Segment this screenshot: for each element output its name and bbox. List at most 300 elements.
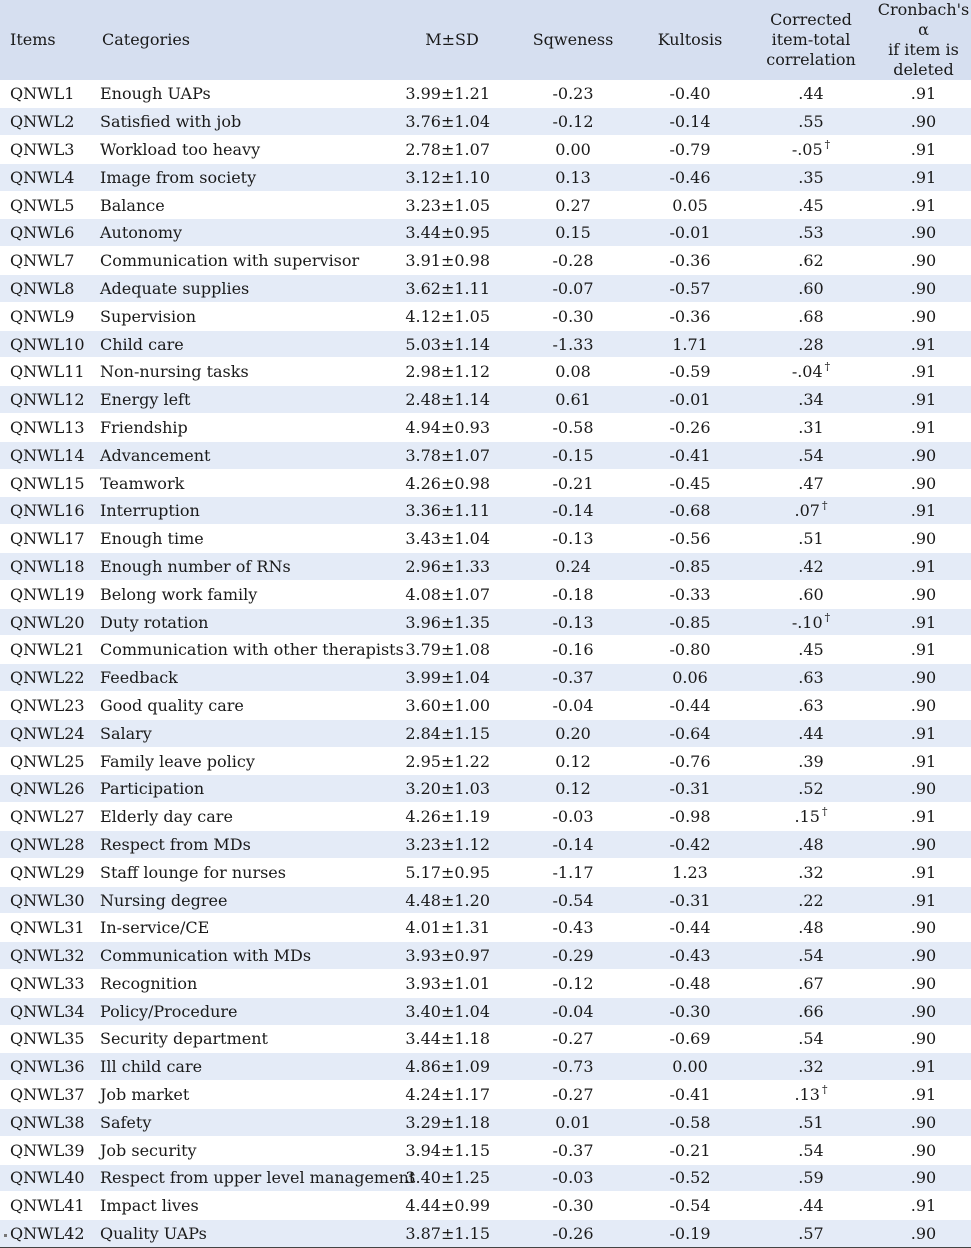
correlation-cell-value: .55 [798,112,824,132]
skewness-cell [512,302,634,330]
kurtosis-cell-value: -0.44 [669,918,711,938]
mean-sd-cell [392,191,512,219]
table-row [0,525,971,553]
correlation-cell-value: .32 [798,1057,824,1077]
mean-sd-cell [392,858,512,886]
correlation-cell-value: .53 [798,223,824,243]
kurtosis-cell-value: -0.56 [669,529,711,549]
item-id-cell [0,1053,92,1081]
skewness-cell-value: -0.15 [552,445,594,465]
header-corrected-line2: item-total [771,30,851,49]
table-row [0,358,971,386]
item-id-cell [0,219,92,247]
item-id-cell [0,831,92,859]
mean-sd-cell [392,386,512,414]
item-id-cell-value: QNWL4 [10,167,75,187]
correlation-cell [746,608,876,636]
alpha-cell-value: .90 [910,1001,937,1021]
kurtosis-cell-value: -0.48 [669,973,711,993]
skewness-cell-value: 0.08 [555,362,591,382]
mean-sd-cell-value: 2.48±1.14 [405,390,490,410]
category-cell [92,970,392,998]
category-cell-value: Communication with supervisor [100,251,360,271]
item-id-cell-value: QNWL9 [10,306,75,326]
table-row [0,1192,971,1220]
correlation-cell [746,1136,876,1164]
category-cell [92,108,392,136]
alpha-cell [876,414,971,442]
skewness-cell [512,358,634,386]
mean-sd-cell [392,1192,512,1220]
category-cell [92,747,392,775]
alpha-cell-value: .90 [910,1112,937,1132]
table-row [0,1025,971,1053]
category-cell-value: Energy left [100,390,191,410]
category-cell [92,608,392,636]
table-row [0,163,971,191]
correlation-cell-value: .44 [798,1196,824,1216]
correlation-cell-value: -.10 [791,612,823,632]
alpha-cell-value: .90 [910,973,937,993]
category-cell-value: Friendship [100,417,188,437]
category-cell-value: Salary [100,723,152,743]
category-cell [92,886,392,914]
alpha-cell-value: .90 [910,473,937,493]
item-id-cell [0,441,92,469]
skewness-cell [512,275,634,303]
skewness-cell-value: 0.15 [555,223,591,243]
correlation-cell-value: .54 [798,1029,824,1049]
alpha-cell-value: .90 [910,223,937,243]
category-cell [92,441,392,469]
alpha-cell [876,275,971,303]
kurtosis-cell [634,469,746,497]
item-id-cell [0,330,92,358]
alpha-cell-value: .90 [910,918,937,938]
table-row [0,414,971,442]
skewness-cell [512,775,634,803]
mean-sd-cell-value: 3.36±1.11 [405,501,490,521]
alpha-cell [876,914,971,942]
correlation-cell [746,1108,876,1136]
item-id-cell [0,608,92,636]
correlation-cell [746,108,876,136]
category-cell-value: Participation [100,779,205,799]
alpha-cell [876,108,971,136]
mean-sd-cell [392,580,512,608]
kurtosis-cell [634,275,746,303]
correlation-cell-value: .62 [798,251,824,271]
mean-sd-cell-value: 3.62±1.11 [405,278,490,298]
item-id-cell-value: QNWL39 [10,1140,85,1160]
skewness-cell [512,80,634,108]
kurtosis-cell [634,942,746,970]
mean-sd-cell-value: 2.96±1.33 [405,556,490,576]
mean-sd-cell [392,942,512,970]
correlation-cell [746,1053,876,1081]
mean-sd-cell-value: 2.84±1.15 [405,723,490,743]
correlation-cell [746,997,876,1025]
mean-sd-cell [392,664,512,692]
mean-sd-cell [392,136,512,164]
alpha-cell-value: .91 [910,1196,937,1216]
category-cell-value: Security department [100,1029,268,1049]
kurtosis-cell-value: 0.05 [672,195,708,215]
item-id-cell-value: QNWL29 [10,862,85,882]
kurtosis-cell-value: -0.31 [669,779,711,799]
kurtosis-cell [634,775,746,803]
item-id-cell-value: QNWL20 [10,612,85,632]
correlation-cell [746,525,876,553]
skewness-cell [512,1108,634,1136]
item-id-cell-value: QNWL15 [10,473,85,493]
correlation-cell-value: .54 [798,1140,824,1160]
mean-sd-cell-value: 3.99±1.04 [405,668,490,688]
category-cell-value: Communication with other therapists [100,640,404,660]
correlation-cell-value: .13 [794,1085,820,1105]
correlation-cell-value: .54 [798,946,824,966]
skewness-cell-value: -0.73 [552,1057,594,1077]
alpha-cell-value: .91 [910,501,937,521]
category-cell-value: Job security [100,1140,197,1160]
table-row [0,386,971,414]
kurtosis-cell-value: -0.58 [669,1112,711,1132]
item-id-cell [0,664,92,692]
item-id-cell-value: QNWL25 [10,751,85,771]
correlation-cell-value: .45 [798,640,824,660]
category-cell-value: Non-nursing tasks [100,362,249,382]
skewness-cell-value: -0.16 [552,640,594,660]
item-id-cell [0,358,92,386]
alpha-cell [876,441,971,469]
mean-sd-cell-value: 3.87±1.15 [405,1224,490,1244]
alpha-cell-value: .91 [910,612,937,632]
mean-sd-cell-value: 4.24±1.17 [405,1085,490,1105]
item-id-cell [0,692,92,720]
item-id-cell [0,414,92,442]
item-id-cell-value: QNWL10 [10,334,85,354]
correlation-cell-value: .60 [798,584,824,604]
alpha-cell-value: .91 [910,390,937,410]
skewness-cell [512,664,634,692]
item-id-cell-value: QNWL42 [10,1224,85,1244]
item-id-cell [0,191,92,219]
skewness-cell [512,191,634,219]
kurtosis-cell [634,108,746,136]
alpha-cell [876,831,971,859]
alpha-cell [876,1053,971,1081]
item-id-cell-value: QNWL31 [10,918,85,938]
category-cell [92,914,392,942]
category-cell-value: Adequate supplies [100,278,250,298]
skewness-cell-value: -0.43 [552,918,594,938]
kurtosis-cell-value: -0.59 [669,362,711,382]
skewness-cell [512,692,634,720]
kurtosis-cell-value: -0.76 [669,751,711,771]
skewness-cell-value: 0.01 [555,1112,591,1132]
correlation-cell-value: .45 [798,195,824,215]
table-row [0,136,971,164]
kurtosis-cell-value: -0.26 [669,417,711,437]
category-cell [92,1053,392,1081]
category-cell [92,831,392,859]
kurtosis-cell [634,747,746,775]
alpha-cell-value: .91 [910,195,937,215]
correlation-cell [746,803,876,831]
table-row [0,719,971,747]
alpha-cell-value: .91 [910,556,937,576]
item-id-cell [0,247,92,275]
correlation-cell [746,775,876,803]
kurtosis-cell [634,1108,746,1136]
correlation-cell-value: .48 [798,918,824,938]
item-id-cell [0,914,92,942]
kurtosis-cell-value: 1.71 [672,334,708,354]
table-row [0,831,971,859]
mean-sd-cell-value: 3.40±1.25 [405,1168,490,1188]
skewness-cell [512,858,634,886]
mean-sd-cell [392,1220,512,1248]
correlation-cell [746,1192,876,1220]
category-cell [92,553,392,581]
category-cell-value: Teamwork [100,473,185,493]
category-cell [92,775,392,803]
mean-sd-cell [392,358,512,386]
correlation-cell-value: .35 [798,167,824,187]
mean-sd-cell-value: 3.23±1.05 [405,195,490,215]
alpha-cell [876,386,971,414]
kurtosis-cell [634,692,746,720]
item-id-cell [0,1192,92,1220]
item-id-cell-value: QNWL19 [10,584,85,604]
category-cell [92,191,392,219]
kurtosis-cell-value: 0.00 [672,1057,708,1077]
skewness-cell [512,914,634,942]
skewness-cell-value: 0.20 [555,723,591,743]
kurtosis-cell-value: -0.36 [669,251,711,271]
alpha-cell [876,747,971,775]
mean-sd-cell [392,163,512,191]
correlation-cell [746,914,876,942]
skewness-cell-value: -0.03 [552,1168,594,1188]
mean-sd-cell [392,80,512,108]
skewness-cell-value: -1.17 [552,862,594,882]
category-cell [92,302,392,330]
correlation-cell-value: .42 [798,556,824,576]
category-cell [92,719,392,747]
mean-sd-cell-value: 5.17±0.95 [405,862,490,882]
correlation-cell [746,831,876,859]
alpha-cell-value: .90 [910,445,937,465]
item-id-cell-value: QNWL34 [10,1001,85,1021]
skewness-cell [512,497,634,525]
item-id-cell [0,803,92,831]
mean-sd-cell [392,553,512,581]
item-id-cell [0,858,92,886]
item-id-cell-value: QNWL2 [10,112,75,132]
kurtosis-cell [634,219,746,247]
mean-sd-cell [392,997,512,1025]
kurtosis-cell-value: 1.23 [672,862,708,882]
skewness-cell [512,1025,634,1053]
item-id-cell-value: QNWL38 [10,1112,85,1132]
category-cell-value: Ill child care [100,1057,203,1077]
mean-sd-cell [392,608,512,636]
header-alpha-if-deleted [876,0,971,80]
kurtosis-cell-value: -0.54 [669,1196,711,1216]
correlation-cell [746,692,876,720]
header-corrected-line3: correlation [766,50,856,69]
correlation-cell-value: .34 [798,390,824,410]
category-cell [92,1081,392,1109]
alpha-cell [876,469,971,497]
category-cell-value: Recognition [100,973,198,993]
category-cell-value: Respect from upper level management [100,1168,416,1188]
mean-sd-cell-value: 4.44±0.99 [405,1196,490,1216]
alpha-cell [876,997,971,1025]
table-row [0,1164,971,1192]
skewness-cell-value: -0.54 [552,890,594,910]
kurtosis-cell [634,414,746,442]
skewness-cell [512,942,634,970]
item-id-cell [0,525,92,553]
category-cell-value: Enough number of RNs [100,556,291,576]
category-cell-value: Nursing degree [100,890,228,910]
alpha-cell [876,1081,971,1109]
alpha-cell-value: .90 [910,1140,937,1160]
skewness-cell-value: 0.27 [555,195,591,215]
alpha-cell [876,163,971,191]
alpha-cell [876,803,971,831]
mean-sd-cell [392,1108,512,1136]
category-cell [92,1192,392,1220]
mean-sd-cell [392,330,512,358]
mean-sd-cell-value: 3.43±1.04 [405,529,490,549]
skewness-cell [512,831,634,859]
mean-sd-cell-value: 3.93±0.97 [405,946,490,966]
header-alpha-line1: Cronbach's α [877,0,970,39]
correlation-cell [746,441,876,469]
alpha-cell-value: .91 [910,640,937,660]
kurtosis-cell-value: -0.41 [669,445,711,465]
alpha-cell-value: .90 [910,529,937,549]
item-id-cell-value: QNWL13 [10,417,85,437]
item-id-cell-value: QNWL22 [10,668,85,688]
kurtosis-cell [634,302,746,330]
table-row [0,942,971,970]
kurtosis-cell-value: -0.64 [669,723,711,743]
correlation-cell [746,497,876,525]
kurtosis-cell [634,608,746,636]
mean-sd-cell-value: 4.08±1.07 [405,584,490,604]
correlation-cell [746,302,876,330]
skewness-cell-value: -0.14 [552,834,594,854]
category-cell-value: Advancement [100,445,211,465]
mean-sd-cell-value: 3.20±1.03 [405,779,490,799]
mean-sd-cell-value: 3.91±0.98 [405,251,490,271]
alpha-cell [876,1192,971,1220]
category-cell-value: Balance [100,195,165,215]
kurtosis-cell [634,358,746,386]
mean-sd-cell [392,692,512,720]
skewness-cell-value: -0.27 [552,1085,594,1105]
skewness-cell [512,1081,634,1109]
skewness-cell-value: -0.14 [552,501,594,521]
mean-sd-cell-value: 4.26±0.98 [405,473,490,493]
kurtosis-cell [634,525,746,553]
mean-sd-cell [392,747,512,775]
mean-sd-cell-value: 4.94±0.93 [405,417,490,437]
category-cell-value: Quality UAPs [100,1224,207,1244]
category-cell-value: Respect from MDs [100,834,251,854]
category-cell [92,219,392,247]
skewness-cell-value: -1.33 [552,334,594,354]
item-id-cell-value: QNWL36 [10,1057,85,1077]
kurtosis-cell-value: -0.01 [669,223,711,243]
alpha-cell [876,1164,971,1192]
category-cell-value: Satisfied with job [100,112,242,132]
item-id-cell-value: QNWL5 [10,195,75,215]
header-alpha-line3: deleted [893,60,954,79]
item-id-cell-value: QNWL26 [10,779,85,799]
alpha-cell [876,719,971,747]
item-id-cell [0,163,92,191]
mean-sd-cell-value: 4.01±1.31 [405,918,490,938]
mean-sd-cell [392,108,512,136]
category-cell [92,636,404,664]
mean-sd-cell [392,803,512,831]
kurtosis-cell-value: -0.80 [669,640,711,660]
kurtosis-cell [634,719,746,747]
category-cell-value: In-service/CE [100,918,210,938]
item-id-cell-value: QNWL28 [10,834,85,854]
category-cell [92,414,392,442]
skewness-cell [512,414,634,442]
item-id-cell-value: QNWL12 [10,390,85,410]
correlation-cell [746,163,876,191]
category-cell [92,497,392,525]
kurtosis-cell [634,1053,746,1081]
kurtosis-cell [634,997,746,1025]
kurtosis-cell [634,441,746,469]
correlation-cell [746,886,876,914]
alpha-cell [876,1220,971,1248]
kurtosis-cell-value: -0.57 [669,278,711,298]
skewness-cell-value: -0.21 [552,473,594,493]
item-id-cell-value: QNWL27 [10,807,85,827]
table-row [0,970,971,998]
header-alpha-line2: if item is [888,40,959,59]
mean-sd-cell-value: 3.96±1.35 [405,612,490,632]
alpha-cell [876,608,971,636]
kurtosis-cell-value: -0.19 [669,1224,711,1244]
kurtosis-cell-value: -0.21 [669,1140,711,1160]
correlation-cell [746,719,876,747]
item-id-cell [0,1136,92,1164]
category-cell-value: Good quality care [100,695,244,715]
correlation-cell [746,469,876,497]
alpha-cell [876,219,971,247]
correlation-cell [746,414,876,442]
skewness-cell-value: 0.12 [555,751,591,771]
mean-sd-cell [392,219,512,247]
table-row [0,1108,971,1136]
item-id-cell [0,886,92,914]
skewness-cell-value: -0.37 [552,1140,594,1160]
table-row [0,302,971,330]
category-cell-value: Policy/Procedure [100,1001,238,1021]
item-id-cell-value: QNWL23 [10,695,85,715]
